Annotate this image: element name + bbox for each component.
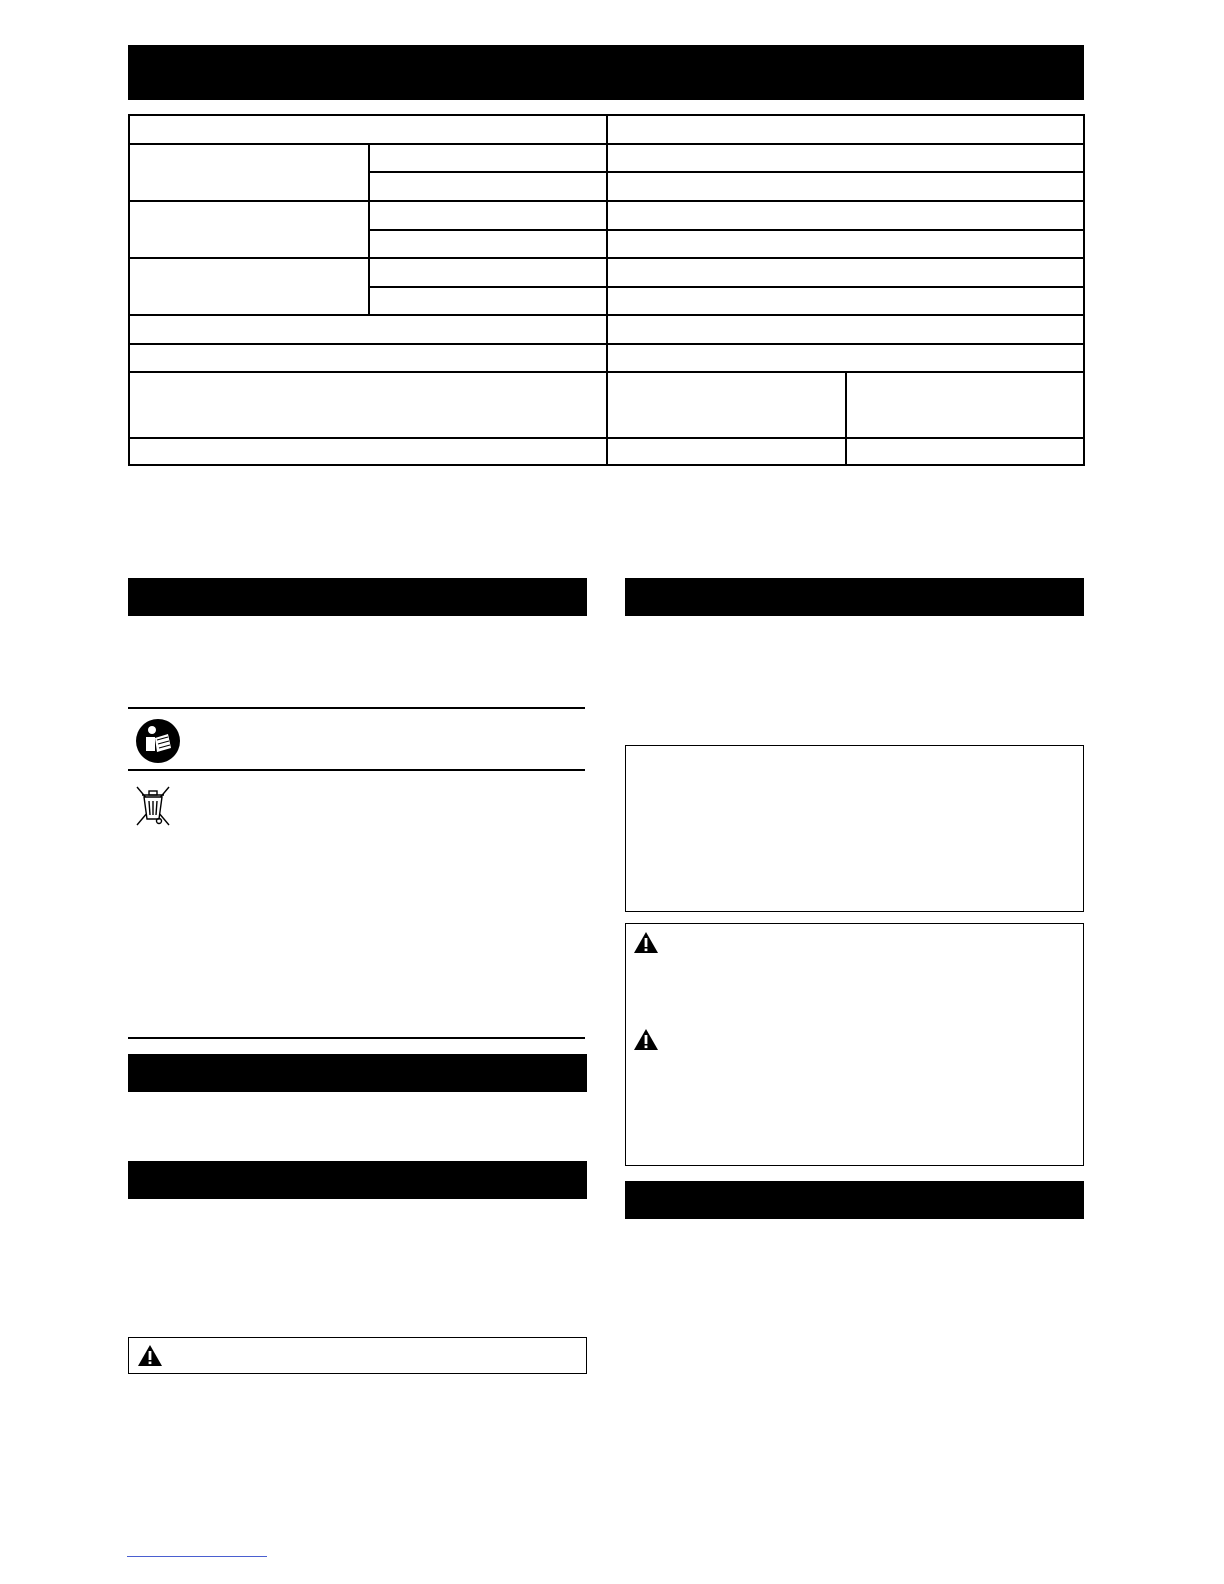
specification-table xyxy=(128,114,1085,466)
table-col-divider xyxy=(606,116,608,464)
notice-box-right xyxy=(625,745,1084,912)
table-col-divider xyxy=(845,371,847,464)
symbol-table-top-rule xyxy=(128,707,585,709)
title-banner xyxy=(128,45,1084,100)
symbol-table-bottom-rule xyxy=(128,1037,585,1039)
section-header-left-2 xyxy=(128,1054,587,1092)
table-col-divider xyxy=(368,143,370,315)
table-row-divider xyxy=(368,171,1083,173)
warning-box-right xyxy=(625,923,1084,1166)
crossed-out-bin-icon xyxy=(135,785,171,827)
footer-link-underline[interactable] xyxy=(127,1556,267,1558)
read-manual-icon xyxy=(135,718,181,764)
warning-box-left xyxy=(128,1337,587,1374)
warning-triangle-icon xyxy=(137,1344,163,1367)
warning-triangle-icon xyxy=(633,931,659,954)
table-row-divider xyxy=(368,286,1083,288)
section-header-left-3 xyxy=(128,1161,587,1199)
section-header-right-2 xyxy=(625,1181,1084,1219)
warning-triangle-icon xyxy=(633,1028,659,1051)
table-row-divider xyxy=(368,229,1083,231)
section-header-left-1 xyxy=(128,578,587,616)
section-header-right-1 xyxy=(625,578,1084,616)
symbol-table-mid-rule xyxy=(128,769,585,771)
